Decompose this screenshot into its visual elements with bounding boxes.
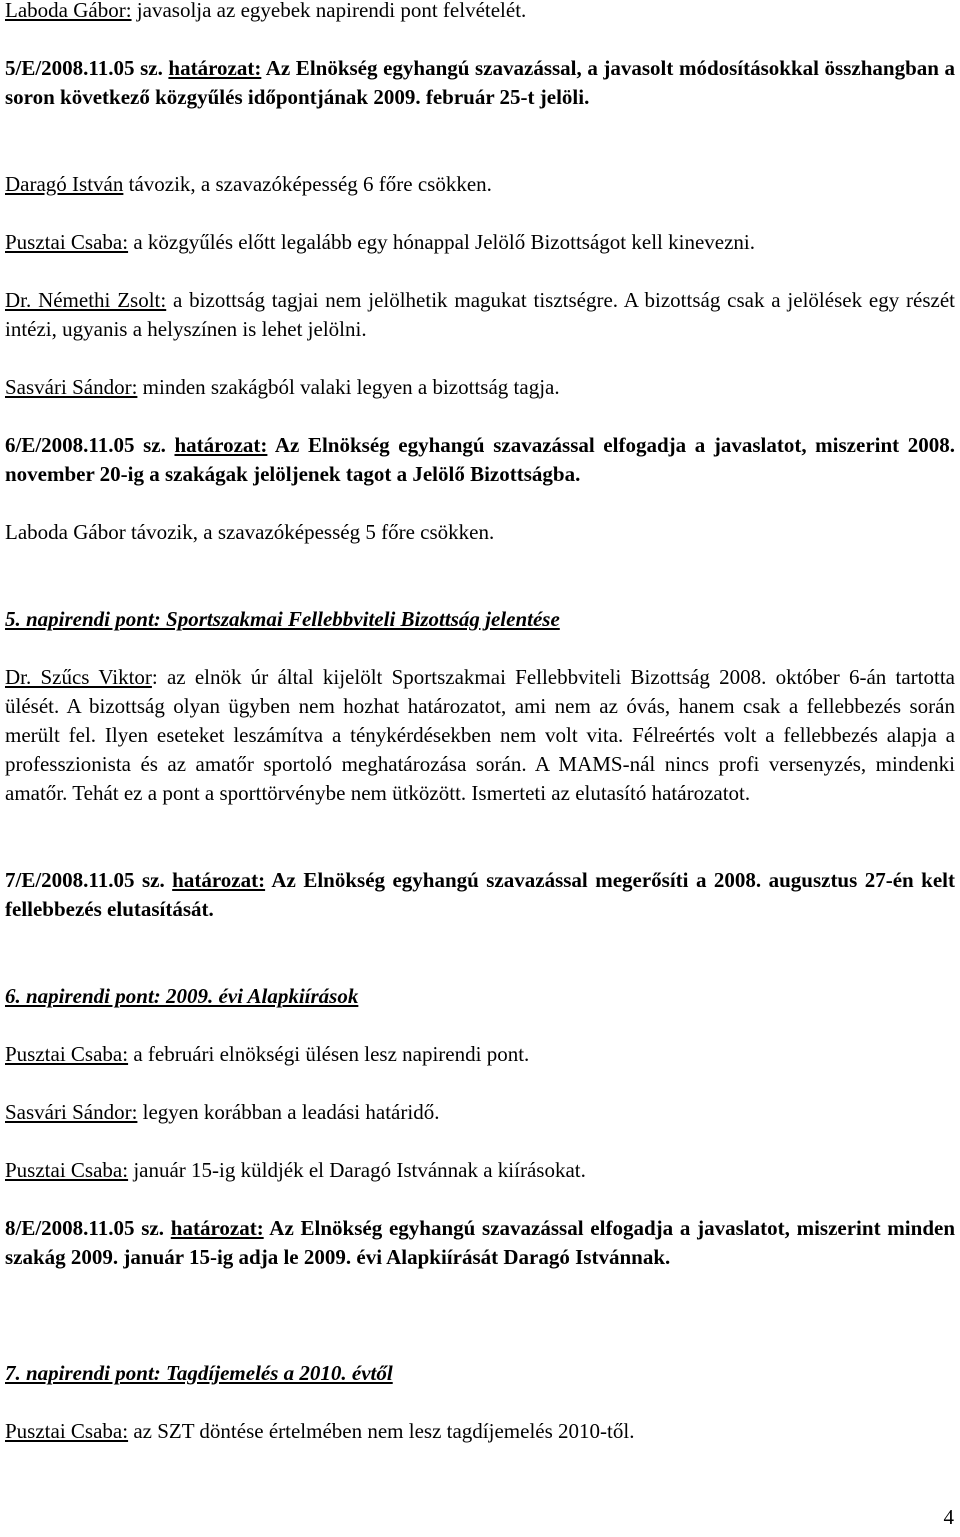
resolution-label: határozat: [174,433,268,457]
speaker: Pusztai Csaba: [5,1158,129,1182]
resolution-8 [5,1214,955,1272]
resolution-label: határozat: [172,868,266,892]
paragraph-15 [5,1156,955,1185]
speaker: Pusztai Csaba: [5,230,129,254]
speaker: Laboda Gábor: [5,0,132,22]
speaker: Sasvári Sándor: [5,375,138,399]
resolution-5 [5,54,955,112]
paragraph-text: a bizottság tagjai nem jelölhetik magukat tisztségre. A bizottság csak a jelölések egy részét intézi, ugyanis a helyszínen is lehet jelölni. [5,288,955,341]
paragraph-text: javasolja az egyebek napirendi pont felvételét. [131,0,527,22]
speaker: Pusztai Csaba: [5,1042,129,1066]
resolution-text: Az Elnökség egyhangú szavazással, a javasolt módosításokkal összhangban a soron következő közgyűlés időpontjának 2009. február 25-t jelöli. [5,56,956,109]
paragraph-14 [5,1098,955,1127]
paragraph-text: távozik, a szavazóképesség 6 főre csökken. [123,172,492,196]
paragraph-5 [5,286,955,344]
resolution-number: 5/E/2008.11.05 sz. [5,56,163,80]
paragraph-text: január 15-ig küldjék el Daragó Istvánnak a kiírásokat. [128,1158,586,1182]
paragraph-1 [5,0,955,25]
agenda-heading-6: 6. napirendi pont: 2009. évi Alapkiírások [5,984,359,1008]
paragraph-6 [5,373,955,402]
paragraph-text: Laboda Gábor távozik, a szavazóképesség 5 főre csökken. [5,520,495,544]
paragraph-10 [5,663,955,808]
speaker: Pusztai Csaba: [5,1419,129,1443]
paragraph-text: az SZT döntése értelmében nem lesz tagdíjemelés 2010-től. [128,1419,635,1443]
speaker: Daragó István [5,172,124,196]
resolution-number: 6/E/2008.11.05 sz. [5,433,166,457]
page-number: 4 [943,1505,954,1529]
resolution-6 [5,431,955,489]
speaker: Sasvári Sándor: [5,1100,138,1124]
resolution-label: határozat: [168,56,262,80]
paragraph-text: : az elnök úr által kijelölt Sportszakmai Fellebbviteli Bizottság 2008. október 6-án tartotta ülését. A bizottság olyan ügyben nem hozhat határozatot, ami nem az óvás, hanem csak a fellebbezés során merült fel. Ilyen eseteket leszámítva a ténykérdésekben nem volt vita. Félreértés volt a fellebbezés alapja a professzionista és az amatőr sportoló meghatározása során. A MAMS-nál nincs profi versenyzés, mindenki amatőr. Tehát ez a pont a sporttörvénybe nem ütközött. Ismerteti az elutasító határozatot. [5,665,955,805]
resolution-7 [5,866,955,924]
resolution-number: 7/E/2008.11.05 sz. [5,868,165,892]
paragraph-4 [5,228,955,257]
paragraph-18 [5,1417,955,1446]
resolution-number: 8/E/2008.11.05 sz. [5,1216,165,1240]
agenda-heading-5: 5. napirendi pont: Sportszakmai Fellebbviteli Bizottság jelentése [5,607,560,631]
speaker: Dr. Szűcs Viktor [5,665,152,689]
resolution-text: Az Elnökség egyhangú szavazással elfogadja a javaslatot, miszerint minden szakág 2009. január 15-ig adja le 2009. évi Alapkiírását Daragó Istvánnak. [5,1216,955,1269]
agenda-heading-7: 7. napirendi pont: Tagdíjemelés a 2010. évtől [5,1361,393,1385]
paragraph-3 [5,170,955,199]
paragraph-text: a februári elnökségi ülésen lesz napirendi pont. [128,1042,530,1066]
paragraph-text: a közgyűlés előtt legalább egy hónappal Jelölő Bizottságot kell kinevezni. [128,230,755,254]
paragraph-text: minden szakágból valaki legyen a bizottság tagja. [137,375,560,399]
resolution-label: határozat: [170,1216,264,1240]
paragraph-8 [5,518,955,547]
paragraph-text: legyen korábban a leadási határidő. [137,1100,440,1124]
speaker: Dr. Némethi Zsolt: [5,288,167,312]
resolution-text: Az Elnökség egyhangú szavazással megerősíti a 2008. augusztus 27-én kelt fellebbezés elutasítását. [5,868,956,921]
resolution-text: Az Elnökség egyhangú szavazással elfogadja a javaslatot, miszerint 2008. november 20-ig a szakágak jelöljenek tagot a Jelölő Bizottságba. [5,433,956,486]
paragraph-13 [5,1040,955,1069]
